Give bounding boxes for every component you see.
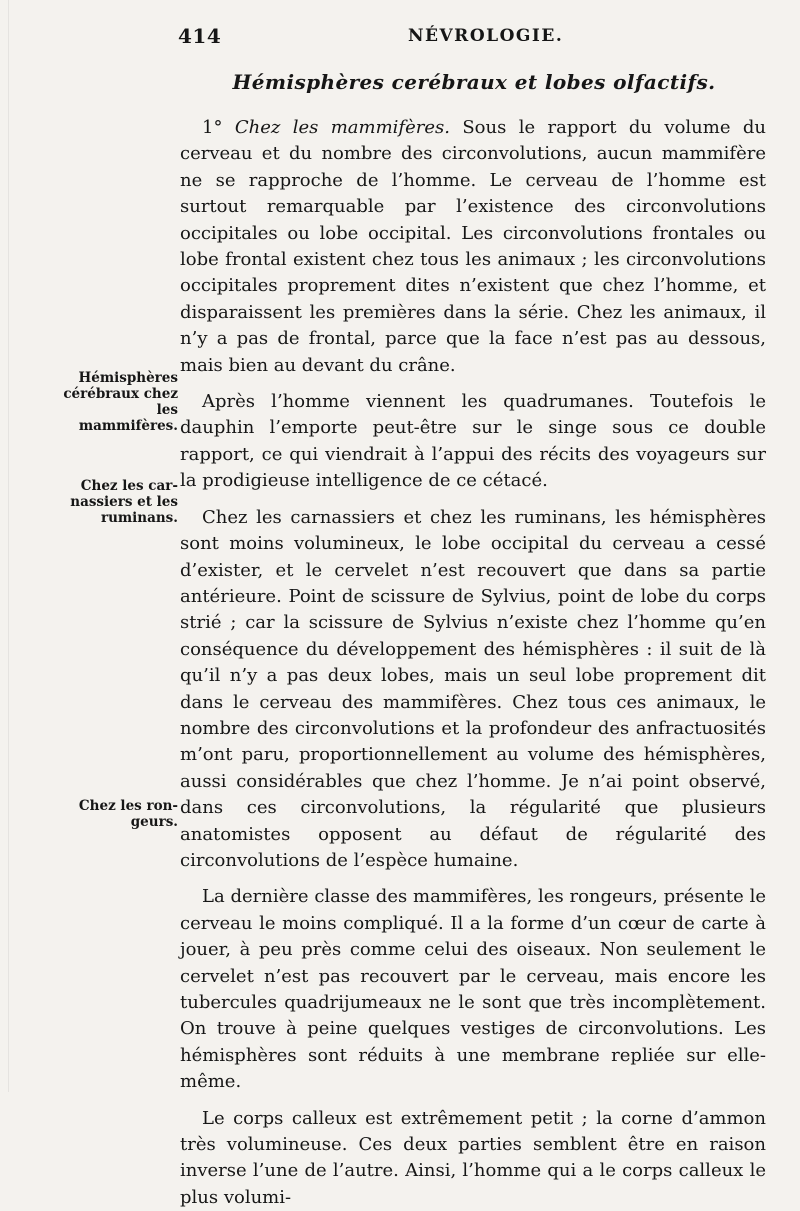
paragraph-corps-calleux: Le corps calleux est extrêmement petit ; la corne d’ammon très volumineuse. Ces deux parties semblent être en raison inverse l’une de l’autre. Ainsi, l’homme qui a le corps calleux le plus volumi- xyxy=(180,1107,766,1208)
sidenote-hemispheres: Hémisphères cérébraux chez les mammifères. xyxy=(63,370,178,434)
show-through-ghost xyxy=(62,270,172,284)
running-head xyxy=(178,24,770,54)
paragraph-quadrumanes: Après l’homme viennent les quadrumanes. Toutefois le dauphin l’emporte peut-être sur le singe sous ce double rapport, ce qui viendrait à l’appui des récits des voyageurs sur la prodigieuse intelligence de ce cétacé. xyxy=(180,391,766,492)
page-edge xyxy=(8,0,9,1092)
paragraph-carnassiers: Chez les carnassiers et chez les ruminans, les hémisphères sont moins volumineux, le lobe occipital du cerveau a cessé d’exister, et le cervelet n’est recouvert que dans sa partie antérieure. Point de scissure de Sylvius, point de lobe du corps strié ; car la scissure de Sylvius n’existe chez l’homme qu’en conséquence du développement des hémisphères : il suit de là qu’il n’y a pas deux lobes, mais un seul lobe proprement dit dans le cerveau des mammifères. Chez tous ces animaux, le nombre des circonvolutions et la profondeur des anfractuosités m’ont paru, proportionnellement au volume des hémisphères, aussi considérables que chez l’homme. Je n’ai point observé, dans ces circonvolutions, la régularité que plusieurs anatomistes opposent au défaut de régularité des circonvolutions de l’espèce humaine. xyxy=(180,506,766,871)
section-title: Hémisphères cerébraux et lobes olfactifs. xyxy=(232,70,716,94)
running-title: NÉVROLOGIE. xyxy=(408,26,564,46)
sidenote-rongeurs: Chez les rongeurs. xyxy=(78,798,178,830)
sidenote-carnassiers: Chez les carnassiers et les ruminans. xyxy=(70,478,178,526)
body-text xyxy=(180,115,766,1211)
page-number: 414 xyxy=(178,24,222,48)
paragraph-heading: Chez les mammifères. xyxy=(234,117,450,138)
paragraph-mammiferes xyxy=(180,115,766,379)
paragraph-rongeurs: La dernière classe des mammifères, les rongeurs, présente le cerveau le moins compliqué. Il a la forme d’un cœur de carte à jouer, à peu près comme celui des oiseaux. Non seulement le cervelet n’est pas recouvert par le cerveau, mais encore les tubercules quadrijumeaux ne le sont que très incomplètement. On trouve à peine quelques vestiges de circonvolutions. Les hémisphères sont réduits à une membrane repliée sur elle-même. xyxy=(180,886,766,1093)
paragraph-text: Sous le rapport du volume du cerveau et du nombre des circonvolutions, aucun mammifère ne se rapproche de l’homme. Le cerveau de l’homme est surtout remarquable par l’existence des circonvolutions occipitales ou lobe occipital. Les circonvolutions frontales ou lobe frontal existent chez tous les animaux ; les circonvolutions occipitales proprement dites n’existent que chez l’homme, et disparaissent les premières dans la série. Chez les animaux, il n’y a pas de frontal, parce que la face n’est pas au dessous, mais bien au devant du crâne. xyxy=(180,117,766,376)
paragraph-number: 1° xyxy=(202,117,235,138)
